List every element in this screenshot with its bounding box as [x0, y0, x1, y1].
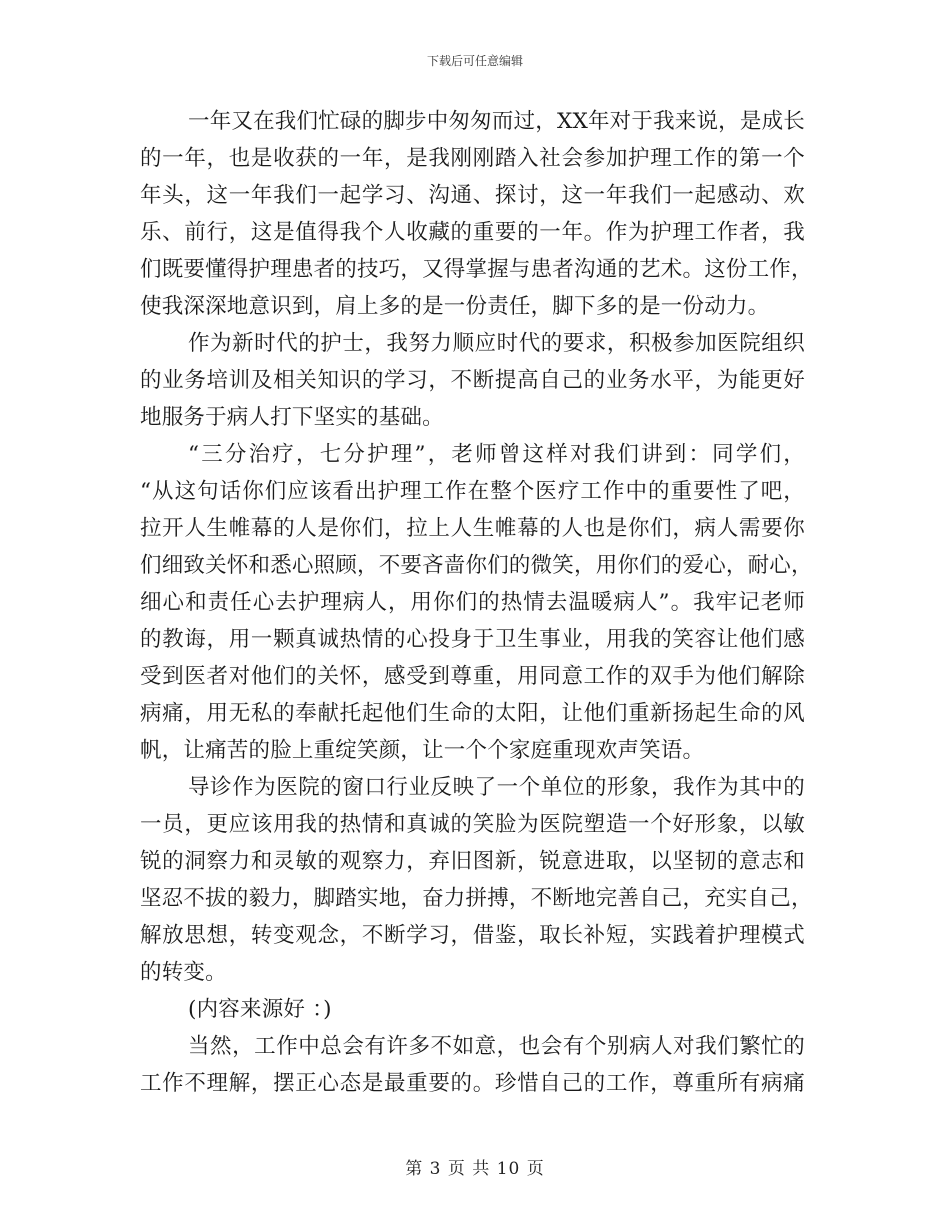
text-line: 的一年，也是收获的一年，是我刚刚踏入社会参加护理工作的第一个 [140, 146, 805, 171]
text-line: 当然，工作中总会有许多不如意，也会有个别病人对我们繁忙的 [188, 1034, 805, 1059]
text-line: 锐的洞察力和灵敏的观察力，弃旧图新，锐意进取，以坚韧的意志和 [140, 849, 805, 874]
text-line: 坚忍不拔的毅力，脚踏实地，奋力拼搏，不断地完善自己，充实自己， [140, 886, 813, 911]
text-line: 工作不理解，摆正心态是最重要的。珍惜自己的工作，尊重所有病痛 [140, 1071, 805, 1096]
text-line: “三分治疗，七分护理”，老师曾这样对我们讲到：同学们， [188, 442, 805, 467]
text-line: 导诊作为医院的窗口行业反映了一个单位的形象，我作为其中的 [188, 775, 805, 800]
text-line: 地服务于病人打下坚实的基础。 [140, 405, 444, 430]
body-text [140, 103, 813, 1102]
text-line: 年头，这一年我们一起学习、沟通、探讨，这一年我们一起感动、欢 [140, 183, 805, 208]
text-line: 的转变。 [140, 960, 227, 985]
text-line: 拉开人生帷幕的人是你们，拉上人生帷幕的人也是你们，病人需要你 [140, 516, 805, 541]
text-line: 一员，更应该用我的热情和真诚的笑脸为医院塑造一个好形象，以敏 [140, 812, 805, 837]
text-line: 帆，让痛苦的脸上重绽笑颜，让一个个家庭重现欢声笑语。 [140, 738, 705, 763]
text-line: 解放思想，转变观念，不断学习，借鉴，取长补短，实践着护理模式 [140, 923, 805, 948]
text-line: 病痛，用无私的奉献托起他们生命的太阳，让他们重新扬起生命的风 [140, 701, 805, 726]
page-footer: 第 3 页 共 10 页 [405, 1159, 545, 1179]
text-line: “从这句话你们应该看出护理工作在整个医疗工作中的重要性了吧， [140, 479, 805, 504]
text-line: 受到医者对他们的关怀，感受到尊重，用同意工作的双手为他们解除 [140, 664, 805, 689]
text-line: 的教诲，用一颗真诚热情的心投身于卫生事业，用我的笑容让他们感 [140, 627, 805, 652]
text-line: 一年又在我们忙碌的脚步中匆匆而过，XX年对于我来说，是成长 [188, 109, 805, 134]
text-line: 的业务培训及相关知识的学习，不断提高自己的业务水平，为能更好 [140, 368, 805, 393]
text-line: 细心和责任心去护理病人，用你们的热情去温暖病人”。我牢记老师 [140, 590, 805, 615]
text-line: 们既要懂得护理患者的技巧，又得掌握与患者沟通的艺术。这份工作， [140, 257, 813, 282]
text-line: 们细致关怀和悉心照顾，不要吝啬你们的微笑，用你们的爱心，耐心， [140, 553, 813, 578]
text-line: 作为新时代的护士，我努力顺应时代的要求，积极参加医院组织 [188, 331, 805, 356]
text-line: (内容来源好 ：) [188, 997, 332, 1022]
page-header: 下载后可任意编辑 [426, 54, 523, 68]
text-line: 使我深深地意识到，肩上多的是一份责任，脚下多的是一份动力。 [140, 294, 770, 319]
text-line: 乐、前行，这是值得我个人收藏的重要的一年。作为护理工作者，我 [140, 220, 805, 245]
